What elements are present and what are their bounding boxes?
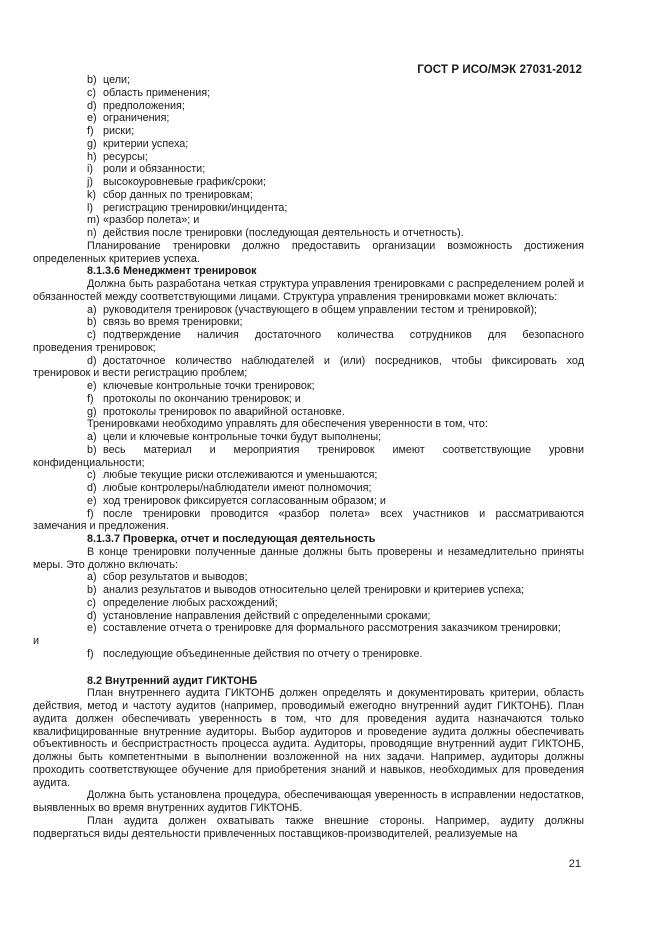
list-item [33,482,584,495]
list-marker: b) [87,74,97,86]
list-item-text: «разбор полета»; и [103,214,200,227]
list-item-text: установление направления действий с определенными сроками; [103,609,431,622]
list-item-text: после тренировки проводится «разбор полета» всех участников и рассматриваются [103,507,584,520]
list-item [33,151,584,164]
list-marker: k) [87,188,96,201]
list-item-text: любые контролеры/наблюдатели имеют полномочия; [103,482,372,494]
list-goals [33,74,584,240]
list-item-text: протоколы тренировок по аварийной остановке. [103,405,345,418]
list-item [33,584,584,597]
list-marker: b) [87,443,97,456]
list-marker: f) [87,125,94,137]
list-item-text: составление отчета о тренировке для формального рассмотрения заказчиком тренировки; [103,622,561,635]
list-marker: f) [87,392,94,405]
list-item [33,329,584,342]
paragraph-end-of-training: В конце тренировки полученные данные должны быть проверены и незамедлительно приняты меры. Это должно включать: [33,545,584,571]
list-item [33,214,584,227]
list-item [33,316,584,329]
list-item-text: высокоуровневые график/сроки; [103,176,266,188]
list-item-text: критерии успеха; [103,137,189,150]
list-marker: b) [87,316,97,329]
list-item-continuation: проведения тренировок; [33,341,156,354]
list-item-text: любые текущие риски отслеживаются и уменьшаются; [103,469,378,482]
list-item-text: цели; [103,74,131,86]
heading-8-2: 8.2 Внутренний аудит ГИКТОНБ [87,674,258,687]
list-item-text: последующие объединенные действия по отчету о тренировке. [103,647,423,660]
list-item-text: область применения; [103,86,211,99]
list-item [33,355,584,368]
list-item [33,112,584,125]
list-review [33,571,584,635]
list-item-text: руководителя тренировок (участвующего в общем управлении тестом и тренировкой); [103,303,538,316]
list-marker: f) [87,507,94,520]
list-item-text: сбор результатов и выводов; [103,571,248,584]
list-marker: i) [87,163,93,176]
list-item [33,74,584,87]
list-item [33,202,584,215]
list-item-text: регистрацию тренировки/инцидента; [103,201,288,214]
list-item [33,622,584,635]
list-marker: j) [87,176,93,188]
list-item-text: связь во время тренировки; [103,316,243,329]
list-marker: l) [87,201,93,214]
list-marker: f) [87,647,94,660]
list-item-text: действия после тренировки (последующая деятельность и отчетность). [103,227,464,239]
list-item-text: сбор данных по тренировкам; [103,188,253,201]
list-marker: b) [87,584,97,596]
list-item [33,227,584,240]
list-item [33,176,584,189]
list-item [33,508,584,521]
paragraph-management: Должна быть разработана четкая структура управления тренировками с распределением ролей и обязанностей между соответствующими лицами. Структура управления тренировками может включать: [33,278,584,303]
list-item [33,610,584,623]
paragraph-audit-procedure: Должна быть установлена процедура, обеспечивающая уверенность в исправлении недостатков, выявленных во время внутренних аудитов ГИКТОНБ. [33,789,584,814]
list-item [33,380,584,393]
list-marker: c) [87,596,96,609]
list-marker: e) [87,622,97,635]
list-item-text: цели и ключевые контрольные точки будут выполнены; [103,431,382,443]
list-item [33,138,584,151]
list-marker: a) [87,431,97,443]
list-item-continuation: замечания и предложения. [33,520,169,533]
list-item [33,648,584,661]
list-item-text: определение любых расхождений; [103,596,278,609]
list-marker: c) [87,86,96,99]
list-item [33,393,584,406]
list-item [33,304,584,317]
page-body [33,74,584,840]
paragraph-audit-plan: План внутреннего аудита ГИКТОНБ должен определять и документировать критерии, область действия, метод и частоту аудитов (например, проводимый ежегодно внутренний аудит ГИКТОНБ). План аудита должен обеспечивать уверенность в том, что для проведения аудита назначаются только квалифицированные внутренние аудиторы. Выбор аудиторов и проведение аудита должны обеспечивать объективность и беспристрастность процесса аудита. Аудиторы, проводящие внутренний аудит ГИКТОНБ, должны быть компетентными в выполнении возложенной на них задачи. Например, аудиторы должны проходить соответствующее обучение для приобретения знаний и навыков, необходимых для проведения аудита. [33,687,584,789]
list-item-text: ход тренировок фиксируется согласованным образом; и [103,494,386,507]
list-marker: g) [87,405,97,418]
list-item-text: риски; [103,125,135,137]
list-item-text: протоколы по окончанию тренировок; и [103,392,301,405]
list-item [33,495,584,508]
list-item-text: предположения; [103,99,185,112]
paragraph-audit-external: План аудита должен охватывать также внешние стороны. Например, аудиту должны подвергаться виды деятельности привлеченных поставщиков-производителей, реализуемые на [33,814,584,840]
list-item [33,444,584,457]
list-marker: m) [87,214,100,227]
heading-8-1-3-6: 8.1.3.6 Менеджмент тренировок [87,265,257,278]
heading-8-1-3-7: 8.1.3.7 Проверка, отчет и последующая деятельность [87,533,376,545]
list-marker: c) [87,469,96,482]
list-marker: a) [87,303,97,316]
conjunction-and: и [33,635,40,647]
list-item-text: достаточное количество наблюдателей и (или) посредников, чтобы фиксировать ход [103,354,584,367]
list-item-continuation: конфиденциальности; [33,456,145,469]
list-item [33,406,584,419]
list-item-text: ключевые контрольные точки тренировок; [103,380,315,392]
list-item [33,469,584,482]
list-item [33,189,584,202]
list-marker: e) [87,112,97,125]
list-marker: d) [87,482,97,494]
list-marker: g) [87,137,97,150]
list-management-structure [33,304,584,419]
list-marker: n) [87,227,97,239]
list-item [33,163,584,176]
list-item [33,597,584,610]
list-marker: d) [87,99,97,112]
list-marker: d) [87,609,97,622]
document-code: ГОСТ Р ИСО/МЭК 27031-2012 [417,64,582,76]
list-marker: c) [87,329,96,341]
page-number: 21 [568,858,581,870]
list-marker: e) [87,494,97,507]
list-item-continuation: тренировок и вести регистрацию проблем; [33,367,248,380]
list-item [33,431,584,444]
list-item-text: роли и обязанности; [103,163,206,176]
paragraph-planning: Планирование тренировки должно предоставить организации возможность достижения определенных критериев успеха. [33,239,584,265]
list-item [33,571,584,584]
list-item-text: анализ результатов и выводов относительно целей тренировки и критериев успеха; [103,584,525,596]
list-marker: h) [87,150,97,163]
list-item [33,87,584,100]
list-marker: a) [87,571,97,584]
list-item-text: ограничения; [103,112,170,125]
list-assurance [33,431,584,533]
list-item [33,100,584,113]
paragraph-manage: Тренировками необходимо управлять для обеспечения уверенности в том, что: [87,418,488,431]
list-marker: e) [87,380,97,392]
list-marker: d) [87,354,97,367]
list-item-text: подтверждение наличия достаточного количества сотрудников для безопасного [103,329,584,341]
list-item-text: весь материал и мероприятия тренировок имеют соответствующие уровни [103,443,584,456]
list-item [33,125,584,138]
list-item-text: ресурсы; [103,150,148,163]
